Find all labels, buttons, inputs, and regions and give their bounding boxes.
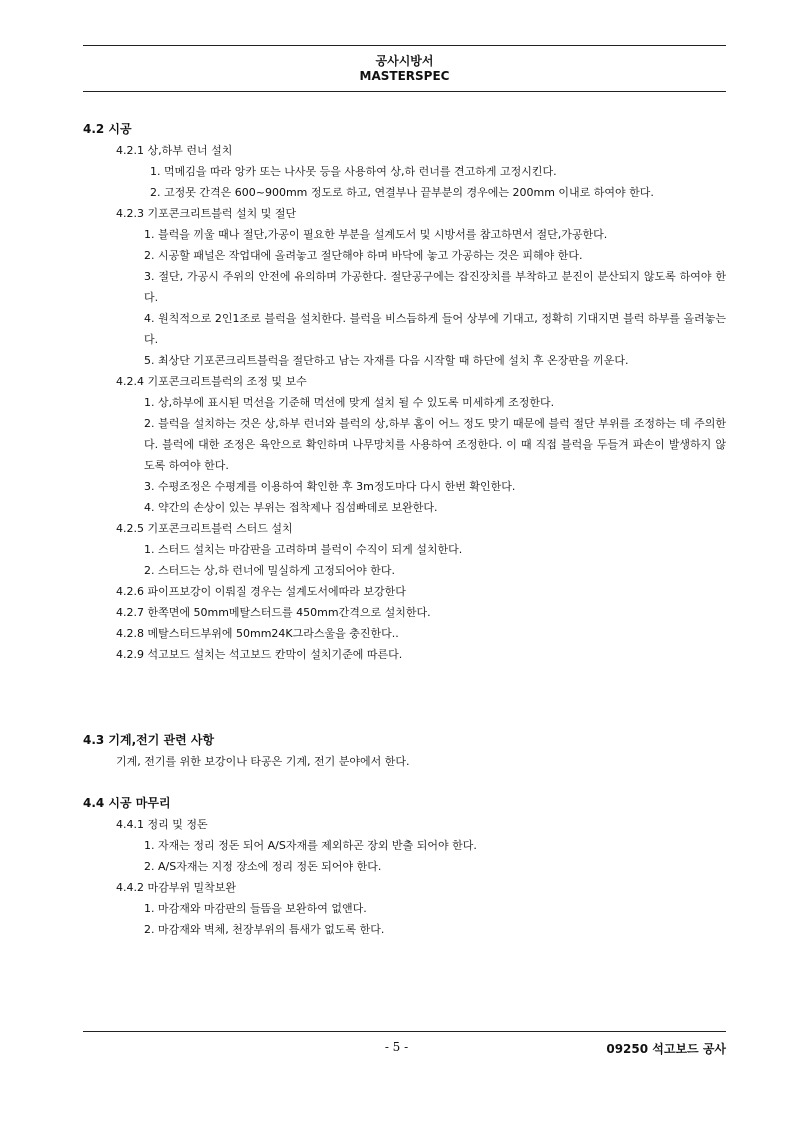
subsection-title-4-2-4: 4.2.4 기포콘크리트블럭의 조정 및 보수 [116, 375, 307, 388]
subsection-4-2-7: 4.2.7 한쪽면에 50mm메탈스터드를 450mm간격으로 설치한다. [116, 606, 431, 619]
section-body-4-3: 기계, 전기를 위한 보강이나 타공은 기계, 전기 분야에서 한다. [116, 755, 410, 768]
list-item: 5. 최상단 기포콘크리트블럭을 절단하고 남는 자재를 다음 시작할 때 하단에 설치 후 온장판을 끼운다. [144, 354, 629, 367]
footer-rule [83, 1031, 726, 1032]
list-item: 3. 절단, 가공시 주위의 안전에 유의하며 가공한다. 절단공구에는 잡진장치를 부착하고 분진이 분산되지 않도록 하여야 한다. [144, 270, 727, 304]
list-item: 4. 원칙적으로 2인1조로 블럭을 설치한다. 블럭을 비스듬하게 들어 상부에 기대고, 정확히 기대지면 블럭 하부를 올려놓는다. [144, 312, 726, 346]
subsection-title-4-2-3: 4.2.3 기포콘크리트블럭 설치 및 절단 [116, 207, 297, 220]
list-item: 1. 블럭을 끼울 때나 절단,가공이 필요한 부분을 설계도서 및 시방서를 참고하면서 절단,가공한다. [144, 228, 608, 241]
list-item: 1. 스터드 설치는 마감판을 고려하며 블럭이 수직이 되게 설치한다. [144, 543, 463, 556]
section-heading-4-2: 4.2 시공 [83, 122, 132, 136]
list-item: 1. 자재는 정리 정돈 되어 A/S자재를 제외하곤 장외 반출 되어야 한다. [144, 839, 477, 852]
subsection-title-4-2-5: 4.2.5 기포콘크리트블럭 스터드 설치 [116, 522, 293, 535]
header-bottom-rule [83, 91, 726, 92]
subsection-4-2-6: 4.2.6 파이프보강이 이뤄질 경우는 설계도서에따라 보강한다 [116, 585, 406, 598]
document-body [83, 119, 726, 940]
list-item: 2. 스터드는 상,하 런너에 밀실하게 고정되어야 한다. [144, 564, 395, 577]
document-subtitle: MASTERSPEC [359, 69, 450, 83]
subsection-title-4-4-2: 4.4.2 마감부위 밀착보완 [116, 881, 236, 894]
section-heading-4-3: 4.3 기계,전기 관련 사항 [83, 733, 215, 747]
subsection-title-4-2-1: 4.2.1 상,하부 런너 설치 [116, 144, 233, 157]
subsection-4-2-9: 4.2.9 석고보드 설치는 석고보드 칸막이 설치기준에 따른다. [116, 648, 403, 661]
section-heading-4-4: 4.4 시공 마무리 [83, 796, 171, 810]
list-item: 3. 수평조정은 수평계를 이용하여 확인한 후 3m정도마다 다시 한번 확인한다. [144, 480, 516, 493]
subsection-4-2-8: 4.2.8 메탈스터드부위에 50mm24K그라스울을 충진한다.. [116, 627, 399, 640]
list-item: 4. 약간의 손상이 있는 부위는 접착제나 집섬빠데로 보완한다. [144, 501, 438, 514]
footer-document-title: 09250 석고보드 공사 [606, 1042, 726, 1056]
list-item: 1. 먹메김을 따라 앙카 또는 나사못 등을 사용하여 상,하 런너를 견고하게 고정시킨다. [150, 165, 557, 178]
list-item: 2. 마감재와 벽체, 천장부위의 틈새가 없도록 한다. [144, 923, 385, 936]
page-number: - 5 - [384, 1040, 409, 1054]
list-item: 2. A/S자재는 지정 장소에 정리 정돈 되어야 한다. [144, 860, 382, 873]
list-item: 2. 블럭을 설치하는 것은 상,하부 런너와 블럭의 상,하부 홈이 어느 정도 맞기 때문에 블럭 절단 부위를 조정하는 데 주의한다. 블럭에 대한 조정은 육안으로 확인하며 나무망치를 사용하여 조정한다. 이 때 직접 블럭을 두들겨 파손이 발생하지 않도록 하여야 한다. [144, 417, 726, 472]
document-title: 공사시방서 [375, 54, 434, 68]
list-item: 1. 상,하부에 표시된 먹선을 기준해 먹선에 맞게 설치 될 수 있도록 미세하게 조정한다. [144, 396, 555, 409]
subsection-title-4-4-1: 4.4.1 정리 및 정돈 [116, 818, 208, 831]
list-item: 2. 고정못 간격은 600~900mm 정도로 하고, 연결부나 끝부분의 경우에는 200mm 이내로 하여야 한다. [150, 186, 654, 199]
list-item: 1. 마감재와 마감판의 들뜸을 보완하여 없앤다. [144, 902, 367, 915]
header-top-rule [83, 45, 726, 46]
list-item: 2. 시공할 패널은 작업대에 올려놓고 절단해야 하며 바닥에 놓고 가공하는 것은 피해야 한다. [144, 249, 583, 262]
